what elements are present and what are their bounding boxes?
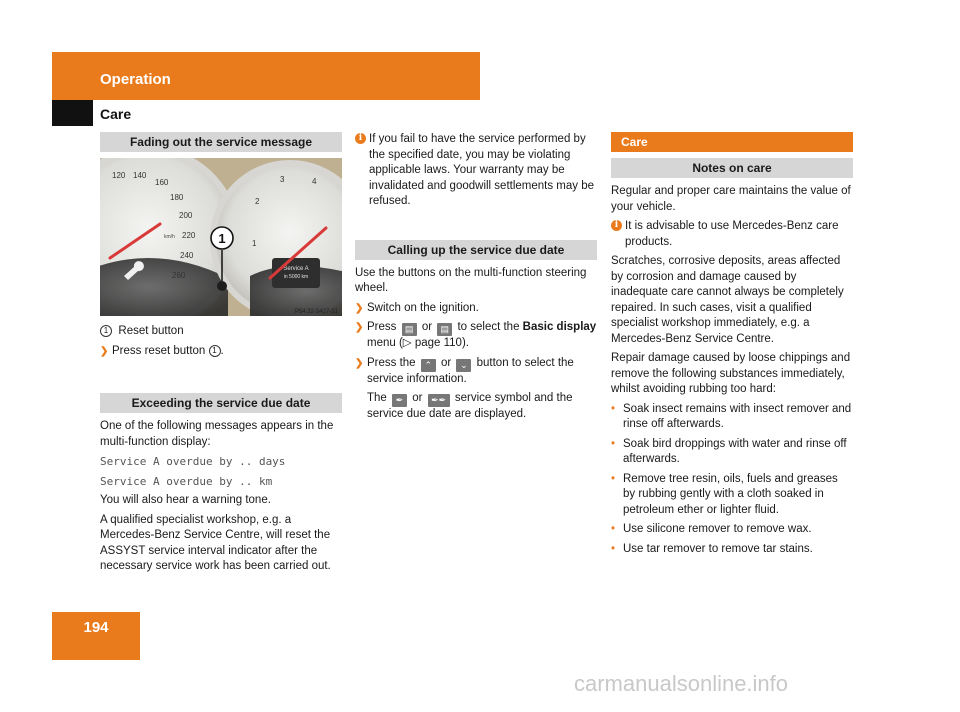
info-text: If you fail to have the service performed by the specified date, you may be violating applicable laws. Your warranty may be invalidated and goodwill settlements may be refused. [369,133,595,207]
warranty-info [355,132,597,210]
arrow-step-icon: ❯ [100,345,109,357]
bullet-icon: • [611,523,616,535]
list-item [611,402,853,433]
wrench-icon: ✒ [392,394,407,407]
speedo-tick: 160 [155,178,169,187]
speedo-tick: 260 [172,271,186,280]
arrow-step-icon: ❯ [355,322,364,333]
fading-heading: Fading out the service message [100,132,342,152]
info-icon: i [355,133,366,144]
warning-tone-text: You will also hear a warning tone. [100,494,271,506]
speedo-unit: km/h [164,234,175,240]
up-arrow-button-icon: ⌃ [421,359,436,372]
notes-on-care-heading: Notes on care [611,158,853,178]
speedo-tick: 180 [170,193,184,202]
speedo-tick: 120 [112,171,126,180]
list-item-text: Soak bird droppings with water and rinse off afterwards. [623,437,847,465]
calling-heading: Calling up the service due date [355,240,597,260]
info-icon: i [611,220,622,231]
arrow-step-icon: ❯ [355,357,364,369]
scratches-paragraph: Scratches, corrosive deposits, areas affected by corrosion and damage caused by inadequate care cannot always be completely repaired. In such cases, visit a qualified specialist workshop immediately, e.g. a Mercedes-Benz Service Centre. [611,255,844,345]
section-tab [52,100,93,126]
list-item-text: Remove tree resin, oils, fuels and greases by rubbing gently with a cloth soaked in petroleum ether or lighter fluid. [623,472,838,516]
column-left [100,132,342,579]
menu-button-icon: ▤ [402,323,417,336]
rev-tick: 1 [252,239,257,248]
overdue-days-message: Service A overdue by .. days [100,455,286,468]
step-text: button to select the service information. [367,356,574,385]
basic-display-menu: Basic display [522,321,597,333]
rev-tick: 4 [312,177,317,186]
speedo-tick: 140 [133,171,147,180]
list-item-text: Soak insect remains with insect remover and rinse off afterwards. [623,402,852,430]
column-middle [355,132,597,427]
list-item [611,542,853,558]
double-wrench-icon: ✒✒ [428,394,450,407]
info-text: It is advisable to use Mercedes-Benz care products. [625,220,839,248]
rev-tick: 3 [280,175,285,184]
list-item [611,472,853,519]
step-number: 1 [209,345,221,357]
care-products-info [611,219,853,250]
service-symbol-result [355,391,597,423]
step-press-reset [100,344,342,360]
bullet-icon: • [611,542,616,555]
calling-intro: Use the buttons on the multi-function steering wheel. [355,266,587,294]
list-item [611,437,853,468]
page-ref: menu (▷ page 110). [367,337,469,349]
list-item-text: Use silicone remover to remove wax. [623,523,812,535]
down-arrow-button-icon: ⌄ [456,359,471,372]
menu-button-icon: ▤ [437,323,452,336]
legend-reset-button [100,324,342,340]
watermark: carmanualsonline.info [574,671,789,696]
arrow-step-icon: ❯ [355,302,364,314]
step-ignition [355,301,597,317]
reset-workshop-text: A qualified specialist workshop, e.g. a Mercedes-Benz Service Centre, will reset the ASSYST service interval indicator after the necessary service work has been carried out. [100,513,331,572]
section-title: Care [100,106,132,122]
bullet-icon: • [611,402,616,415]
step-text: Press the [367,356,416,369]
legend-text: Reset button [118,325,184,337]
step-text: Press [367,321,397,333]
step-or: or [421,321,433,333]
bullet-icon: • [611,437,616,450]
callout-number: 1 [218,231,226,246]
step-end: . [220,344,224,357]
bullet-icon: • [611,472,616,485]
care-intro: Regular and proper care maintains the value of your vehicle. [611,185,851,213]
page-number: 194 [83,619,109,636]
step-select-menu [355,320,597,352]
speedo-tick: 200 [179,211,193,220]
care-heading: Care [611,132,853,152]
exceeding-intro: One of the following messages appears in the multi-function display: [100,420,334,448]
chapter-title: Operation [100,71,171,88]
exceeding-heading: Exceeding the service due date [100,393,342,413]
repair-paragraph: Repair damage caused by loose chippings and remove the following substances immediately, whilst avoiding rubbing too hard: [611,352,851,395]
speedo-tick: 240 [180,251,194,260]
step-text: to select the [457,321,520,333]
step-text: Switch on the ignition. [367,301,479,314]
step-or: or [440,356,452,369]
legend-number: 1 [100,325,112,337]
instrument-cluster-image [100,158,342,316]
display-line-1: Service A [283,266,309,272]
result-text: The [367,392,387,404]
result-text: service symbol and the service due date are displayed. [367,392,573,420]
list-item-text: Use tar remover to remove tar stains. [623,542,813,555]
step-text: Press reset button [112,344,209,357]
result-or: or [412,392,423,404]
step-select-service [355,356,597,388]
column-right [611,132,853,561]
display-line-2: in 5000 km [283,274,309,280]
rev-tick: 2 [255,197,260,206]
image-label: P54.32-5427-31 [294,309,338,315]
list-item [611,522,853,538]
overdue-km-message: Service A overdue by .. km [100,474,273,488]
speedo-tick: 220 [182,231,196,240]
